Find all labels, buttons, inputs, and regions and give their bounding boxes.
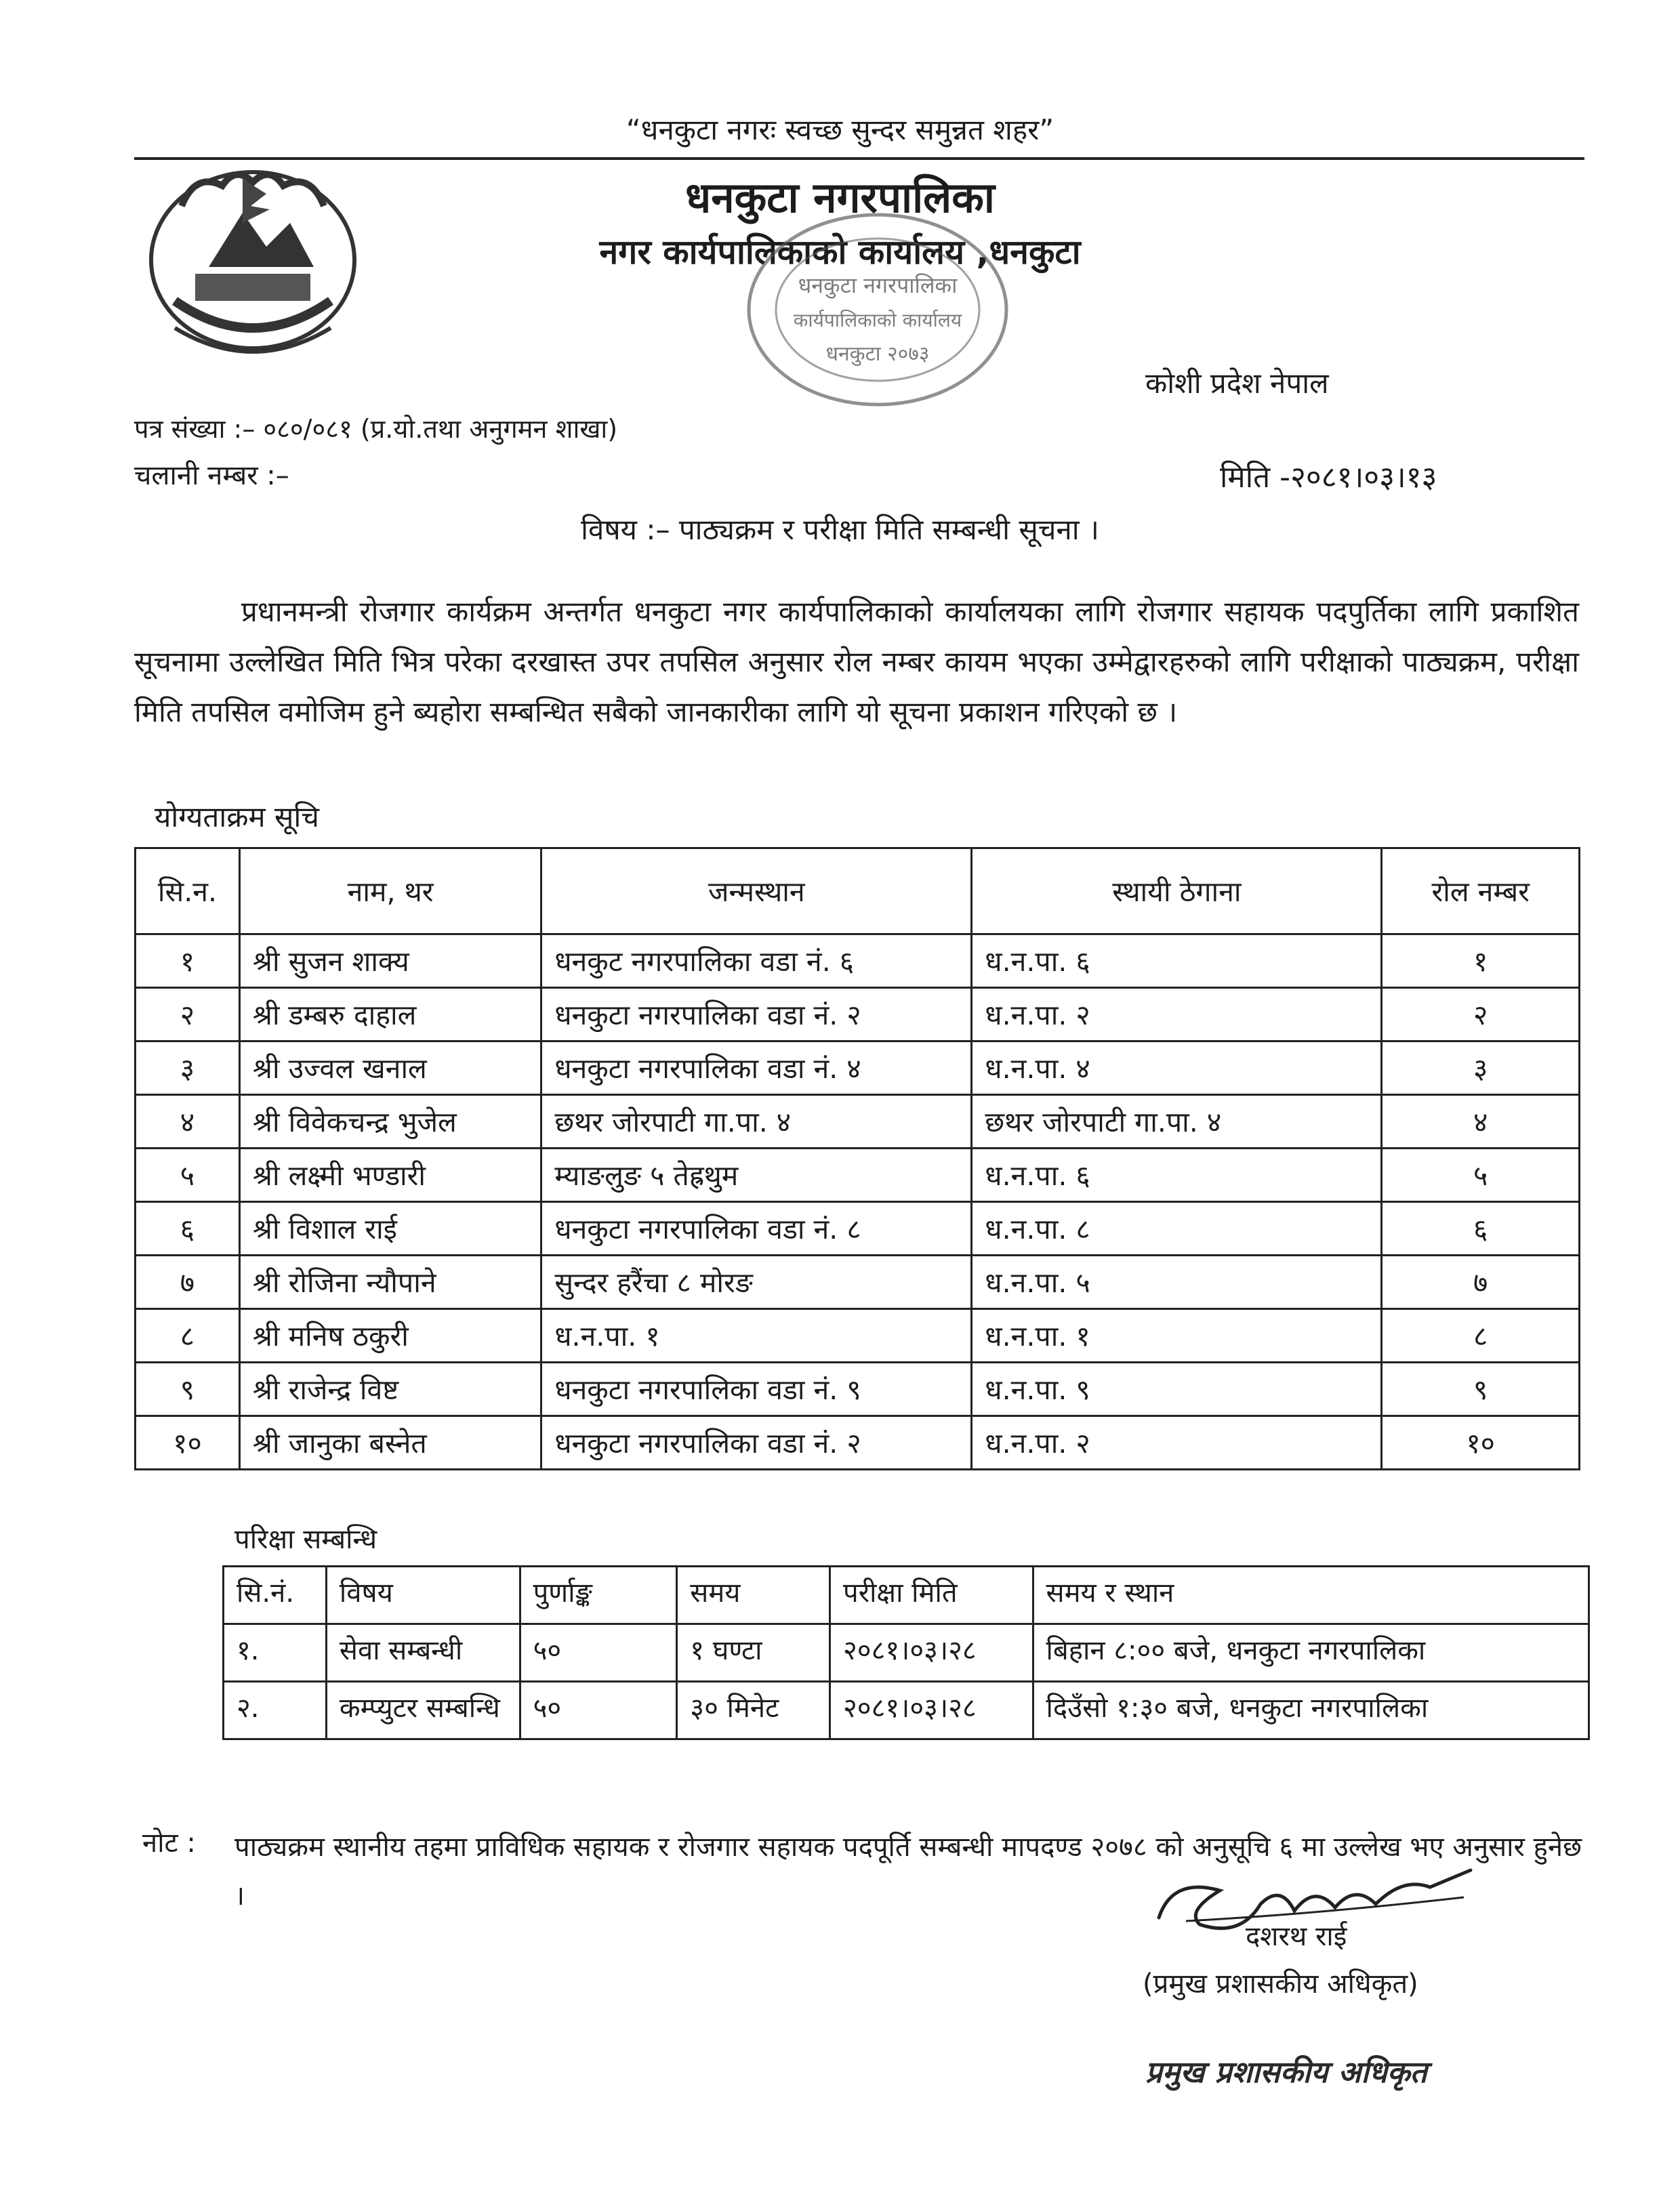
table-cell: ध.न.पा. ६ bbox=[972, 934, 1382, 988]
letter-date: मिति -२०८१।०३।१३ bbox=[1220, 460, 1437, 495]
table-cell: २. bbox=[224, 1682, 327, 1739]
official-seal: प्रमुख प्रशासकीय अधिकृत bbox=[1145, 2055, 1427, 2090]
note-text: पाठ्यक्रम स्थानीय तहमा प्राविधिक सहायक र रोजगार सहायक पदपूर्ति सम्बन्धी मापदण्ड २०७८ को अनुसूचि ६ मा उल्लेख भए अनुसार हुनेछ । bbox=[234, 1832, 1582, 1912]
table-cell: ध.न.पा. ५ bbox=[972, 1256, 1382, 1309]
table-row bbox=[136, 1149, 1580, 1202]
table-cell: ९ bbox=[136, 1363, 240, 1416]
table-cell: धनकुटा नगरपालिका वडा नं. २ bbox=[541, 1416, 972, 1470]
table-cell: २ bbox=[136, 988, 240, 1041]
table-cell: धनकुटा नगरपालिका वडा नं. ८ bbox=[541, 1202, 972, 1256]
table-cell: ५ bbox=[136, 1149, 240, 1202]
table-row bbox=[136, 934, 1580, 988]
svg-text:कार्यपालिकाको कार्यालय: कार्यपालिकाको कार्यालय bbox=[793, 309, 962, 331]
table-cell: २०८१।०३।२८ bbox=[829, 1682, 1033, 1739]
column-header: रोल नम्बर bbox=[1382, 848, 1580, 934]
table-cell: छथर जोरपाटी गा.पा. ४ bbox=[541, 1095, 972, 1149]
org-name: धनकुटा नगरपालिका bbox=[685, 173, 995, 222]
table-cell: ध.न.पा. ६ bbox=[972, 1149, 1382, 1202]
column-header: सि.न. bbox=[136, 848, 240, 934]
table-cell: २ bbox=[1382, 988, 1580, 1041]
table-cell: श्री राजेन्द्र विष्ट bbox=[239, 1363, 541, 1416]
table-cell: ४ bbox=[1382, 1095, 1580, 1149]
column-header: समय र स्थान bbox=[1033, 1567, 1589, 1624]
column-header: परीक्षा मिति bbox=[829, 1567, 1033, 1624]
table-cell: ध.न.पा. ८ bbox=[972, 1202, 1382, 1256]
table-cell: १० bbox=[1382, 1416, 1580, 1470]
table-cell: ७ bbox=[1382, 1256, 1580, 1309]
svg-text:धनकुटा नगरपालिका: धनकुटा नगरपालिका bbox=[798, 272, 958, 298]
table-cell: श्री रोजिना न्यौपाने bbox=[239, 1256, 541, 1309]
table-cell: धनकुटा नगरपालिका वडा नं. ४ bbox=[541, 1041, 972, 1095]
table-row bbox=[136, 1309, 1580, 1363]
table-row bbox=[136, 1095, 1580, 1149]
column-header: समय bbox=[677, 1567, 830, 1624]
table-cell: बिहान ८:०० बजे, धनकुटा नगरपालिका bbox=[1033, 1624, 1589, 1682]
exam-schedule-table bbox=[222, 1565, 1590, 1740]
table-row bbox=[224, 1624, 1589, 1682]
table-cell: ४ bbox=[136, 1095, 240, 1149]
table-cell: श्री मनिष ठकुरी bbox=[239, 1309, 541, 1363]
merit-list-table bbox=[134, 847, 1580, 1470]
table-cell: ३ bbox=[1382, 1041, 1580, 1095]
table-header-row bbox=[136, 848, 1580, 934]
column-header: स्थायी ठेगाना bbox=[972, 848, 1382, 934]
table-cell: ७ bbox=[136, 1256, 240, 1309]
table-cell: २०८१।०३।२८ bbox=[829, 1624, 1033, 1682]
table-cell: ५ bbox=[1382, 1149, 1580, 1202]
table-cell: ३ bbox=[136, 1041, 240, 1095]
notice-body: प्रधानमन्त्री रोजगार कार्यक्रम अन्तर्गत धनकुटा नगर कार्यपालिकाको कार्यालयका लागि रोजगार सहायक पदपुर्तिका लागि प्रकाशित सूचनामा उल्लेखित मिति भित्र परेका दरखास्त उपर तपसिल अनुसार रोल नम्बर कायम भएका उम्मेद्वारहरुको लागि परीक्षाको पाठ्यक्रम, परीक्षा मिति तपसिल वमोजिम हुने ब्यहोरा सम्बन्धित सबैको जानकारीका लागि यो सूचना प्रकाशन गरिएको छ । bbox=[134, 595, 1579, 728]
table-cell: श्री जानुका बस्नेत bbox=[239, 1416, 541, 1470]
table-cell: ५० bbox=[520, 1624, 677, 1682]
table-row bbox=[136, 1041, 1580, 1095]
table-cell: श्री विवेकचन्द्र भुजेल bbox=[239, 1095, 541, 1149]
table-cell: छथर जोरपाटी गा.पा. ४ bbox=[972, 1095, 1382, 1149]
table-cell: ध.न.पा. ९ bbox=[972, 1363, 1382, 1416]
table-cell: ६ bbox=[136, 1202, 240, 1256]
table-header-row bbox=[224, 1567, 1589, 1624]
table-cell: धनकुट नगरपालिका वडा नं. ६ bbox=[541, 934, 972, 988]
table-cell: ८ bbox=[136, 1309, 240, 1363]
table-cell: ध.न.पा. २ bbox=[972, 988, 1382, 1041]
table-cell: ध.न.पा. २ bbox=[972, 1416, 1382, 1470]
column-header: विषय bbox=[326, 1567, 520, 1624]
table-row bbox=[136, 1256, 1580, 1309]
table-cell: ९ bbox=[1382, 1363, 1580, 1416]
table-cell: ध.न.पा. ४ bbox=[972, 1041, 1382, 1095]
table-cell: श्री उज्वल खनाल bbox=[239, 1041, 541, 1095]
table-cell: ३० मिनेट bbox=[677, 1682, 830, 1739]
note-label: नोट : bbox=[142, 1828, 196, 1859]
table-row bbox=[136, 1202, 1580, 1256]
table-cell: १. bbox=[224, 1624, 327, 1682]
signatory-name: दशरथ राई bbox=[1246, 1921, 1347, 1952]
province: कोशी प्रदेश नेपाल bbox=[1145, 367, 1329, 400]
merit-list-title: योग्यताक्रम सूचि bbox=[155, 800, 319, 833]
table-cell: दिउँसो १:३० बजे, धनकुटा नगरपालिका bbox=[1033, 1682, 1589, 1739]
table-cell: १ bbox=[136, 934, 240, 988]
exam-section-title: परिक्षा सम्बन्धि bbox=[234, 1524, 377, 1555]
signatory-title: (प्रमुख प्रशासकीय अधिकृत) bbox=[1143, 1968, 1418, 2000]
table-row bbox=[224, 1682, 1589, 1739]
office-stamp-icon bbox=[732, 198, 1023, 421]
table-row bbox=[136, 1416, 1580, 1470]
table-cell: सुन्दर हरैंचा ८ मोरङ bbox=[541, 1256, 972, 1309]
table-cell: ध.न.पा. १ bbox=[541, 1309, 972, 1363]
table-cell: १० bbox=[136, 1416, 240, 1470]
table-cell: श्री सुजन शाक्य bbox=[239, 934, 541, 988]
motto: “धनकुटा नगरः स्वच्छ सुन्दर समुन्नत शहर” bbox=[626, 113, 1054, 146]
table-cell: म्याङलुङ ५ तेह्रथुम bbox=[541, 1149, 972, 1202]
subject-line: विषय :– पाठ्यक्रम र परीक्षा मिति सम्बन्धी सूचना । bbox=[581, 513, 1099, 546]
column-header: पुर्णाङ्क bbox=[520, 1567, 677, 1624]
table-cell: ८ bbox=[1382, 1309, 1580, 1363]
table-cell: ५० bbox=[520, 1682, 677, 1739]
dispatch-number: चलानी नम्बर :– bbox=[134, 460, 289, 491]
table-cell: धनकुटा नगरपालिका वडा नं. ९ bbox=[541, 1363, 972, 1416]
office-name: नगर कार्यपालिकाको कार्यालय ,धनकुटा bbox=[599, 232, 1081, 272]
table-cell: ध.न.पा. १ bbox=[972, 1309, 1382, 1363]
letter-number: पत्र संख्या :– ०८०/०८१ (प्र.यो.तथा अनुगमन शाखा) bbox=[134, 414, 618, 444]
table-cell: कम्प्युटर सम्बन्धि bbox=[326, 1682, 520, 1739]
table-cell: सेवा सम्बन्धी bbox=[326, 1624, 520, 1682]
table-cell: १ घण्टा bbox=[677, 1624, 830, 1682]
table-cell: १ bbox=[1382, 934, 1580, 988]
column-header: नाम, थर bbox=[239, 848, 541, 934]
table-cell: धनकुटा नगरपालिका वडा नं. २ bbox=[541, 988, 972, 1041]
column-header: सि.नं. bbox=[224, 1567, 327, 1624]
table-row bbox=[136, 988, 1580, 1041]
table-cell: ६ bbox=[1382, 1202, 1580, 1256]
svg-text:धनकुटा २०७३: धनकुटा २०७३ bbox=[825, 342, 930, 366]
table-cell: श्री डम्बरु दाहाल bbox=[239, 988, 541, 1041]
table-cell: श्री विशाल राई bbox=[239, 1202, 541, 1256]
column-header: जन्मस्थान bbox=[541, 848, 972, 934]
table-row bbox=[136, 1363, 1580, 1416]
table-cell: श्री लक्ष्मी भण्डारी bbox=[239, 1149, 541, 1202]
